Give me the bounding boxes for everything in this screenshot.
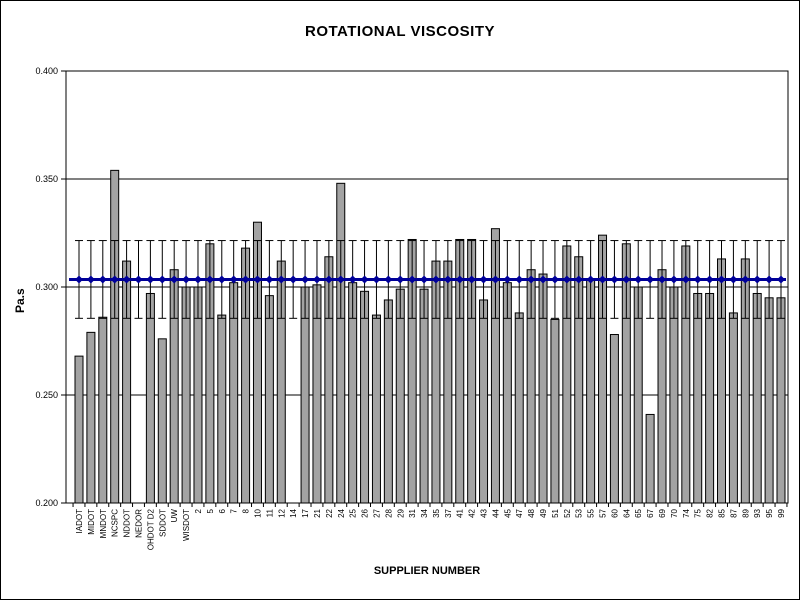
mean-line-marker: [158, 275, 166, 283]
bar: [301, 287, 309, 503]
x-tick-label: 48: [527, 509, 537, 518]
x-tick-label: 65: [634, 509, 644, 518]
x-tick-label: 44: [491, 509, 501, 518]
x-tick-label: 70: [669, 509, 679, 518]
bar: [384, 300, 392, 503]
bar: [182, 287, 190, 503]
x-tick-label: NDDOT: [122, 509, 132, 538]
x-tick-label: 55: [586, 509, 596, 518]
bar: [610, 335, 618, 503]
x-tick-label: 43: [479, 509, 489, 518]
mean-line-marker: [218, 275, 226, 283]
x-tick-label: 87: [729, 509, 739, 518]
bar: [646, 414, 654, 503]
x-tick-label: 6: [217, 509, 227, 514]
x-tick-label: 21: [312, 509, 322, 518]
x-tick-label: IADOT: [75, 509, 84, 534]
y-tick-label: 0.300: [35, 282, 58, 292]
bar: [337, 183, 345, 503]
x-tick-label: MNDOT: [98, 509, 108, 539]
x-tick-label: OHDOT D2: [146, 509, 156, 551]
x-tick-label: 49: [539, 509, 549, 518]
y-tick-label: 0.350: [35, 174, 58, 184]
x-tick-label: 41: [455, 509, 465, 518]
x-tick-label: 27: [372, 509, 382, 518]
x-tick-label: 29: [396, 509, 406, 518]
x-tick-label: 28: [384, 509, 394, 518]
mean-line-marker: [706, 275, 714, 283]
mean-line-marker: [384, 275, 392, 283]
x-tick-label: 2: [193, 509, 203, 514]
x-tick-label: 34: [420, 509, 430, 518]
bar: [551, 319, 559, 503]
x-tick-label: NEDOR: [134, 509, 144, 538]
x-tick-label: 57: [598, 509, 608, 518]
x-tick-label: 11: [265, 509, 275, 518]
x-tick-label: 82: [705, 509, 715, 518]
mean-line-marker: [194, 275, 202, 283]
x-tick-label: SDDOT: [158, 509, 168, 537]
y-tick-label: 0.200: [35, 498, 58, 508]
x-tick-label: 60: [610, 509, 620, 518]
mean-line-marker: [289, 275, 297, 283]
bar: [729, 313, 737, 503]
mean-line-marker: [646, 275, 654, 283]
x-tick-label: 17: [301, 509, 311, 518]
x-tick-label: 69: [658, 509, 668, 518]
x-tick-label: WISDOT: [182, 509, 192, 541]
x-tick-label: 22: [324, 509, 334, 518]
mean-line-marker: [515, 275, 523, 283]
mean-line-marker: [182, 275, 190, 283]
x-tick-label: 53: [574, 509, 584, 518]
mean-line-marker: [396, 275, 404, 283]
x-tick-label: 5: [205, 509, 215, 514]
x-tick-label: MIDOT: [86, 509, 96, 535]
y-tick-label: 0.400: [35, 66, 58, 76]
x-tick-label: NCSPC: [110, 509, 120, 538]
bar: [361, 291, 369, 503]
x-tick-label: 42: [467, 509, 477, 518]
mean-line-marker: [372, 275, 380, 283]
bar: [480, 300, 488, 503]
bar: [265, 296, 273, 503]
bar: [194, 287, 202, 503]
x-tick-label: 75: [693, 509, 703, 518]
mean-line-marker: [753, 275, 761, 283]
x-tick-label: 10: [253, 509, 263, 518]
mean-line-marker: [729, 275, 737, 283]
x-tick-label: 12: [277, 509, 287, 518]
mean-line-marker: [670, 275, 678, 283]
bar: [634, 287, 642, 503]
x-tick-label: 51: [550, 509, 560, 518]
mean-line-marker: [301, 275, 309, 283]
bar: [777, 298, 785, 503]
bar: [158, 339, 166, 503]
bar: [372, 315, 380, 503]
mean-line-marker: [634, 275, 642, 283]
mean-line-marker: [134, 275, 142, 283]
x-tick-label: 93: [753, 509, 763, 518]
mean-line-marker: [480, 275, 488, 283]
x-tick-label: 35: [431, 509, 441, 518]
bar: [670, 287, 678, 503]
x-tick-label: 64: [622, 509, 632, 518]
y-axis-title: Pa.s: [13, 288, 27, 313]
x-tick-label: 74: [681, 509, 691, 518]
x-tick-label: 37: [443, 509, 453, 518]
x-tick-label: 14: [289, 509, 299, 518]
x-tick-label: 85: [717, 509, 727, 518]
bar: [753, 293, 761, 503]
plot-area: [1, 1, 799, 599]
bar: [146, 293, 154, 503]
x-axis-title: SUPPLIER NUMBER: [373, 565, 481, 577]
bar: [420, 289, 428, 503]
mean-line-marker: [313, 275, 321, 283]
bar: [694, 293, 702, 503]
x-tick-label: 25: [348, 509, 358, 518]
x-tick-label: 24: [336, 509, 346, 518]
x-tick-label: 99: [777, 509, 786, 518]
mean-line-marker: [265, 275, 273, 283]
bar: [706, 293, 714, 503]
x-tick-label: UW: [170, 509, 180, 523]
x-tick-label: 47: [515, 509, 525, 518]
bar: [87, 332, 95, 503]
y-tick-label: 0.250: [35, 390, 58, 400]
x-tick-label: 52: [562, 509, 572, 518]
bar: [75, 356, 83, 503]
bar: [765, 298, 773, 503]
chart-title: ROTATIONAL VISCOSITY: [304, 23, 495, 40]
x-tick-label: 8: [241, 509, 251, 514]
x-tick-label: 67: [646, 509, 656, 518]
x-tick-label: 31: [408, 509, 418, 518]
mean-line-marker: [777, 275, 785, 283]
x-tick-label: 89: [741, 509, 751, 518]
bar: [396, 289, 404, 503]
mean-line-marker: [694, 275, 702, 283]
mean-line-marker: [87, 275, 95, 283]
x-tick-label: 7: [229, 509, 239, 514]
x-tick-label: 45: [503, 509, 513, 518]
mean-line-marker: [99, 275, 107, 283]
mean-line-marker: [146, 275, 154, 283]
mean-line-marker: [75, 275, 83, 283]
mean-line-marker: [610, 275, 618, 283]
bar: [218, 315, 226, 503]
x-tick-label: 95: [765, 509, 775, 518]
mean-line-marker: [765, 275, 773, 283]
x-tick-label: 26: [360, 509, 370, 518]
bar: [111, 170, 119, 503]
mean-line-marker: [361, 275, 369, 283]
mean-line-marker: [420, 275, 428, 283]
bar: [99, 317, 107, 503]
bar: [515, 313, 523, 503]
mean-line-marker: [551, 275, 559, 283]
